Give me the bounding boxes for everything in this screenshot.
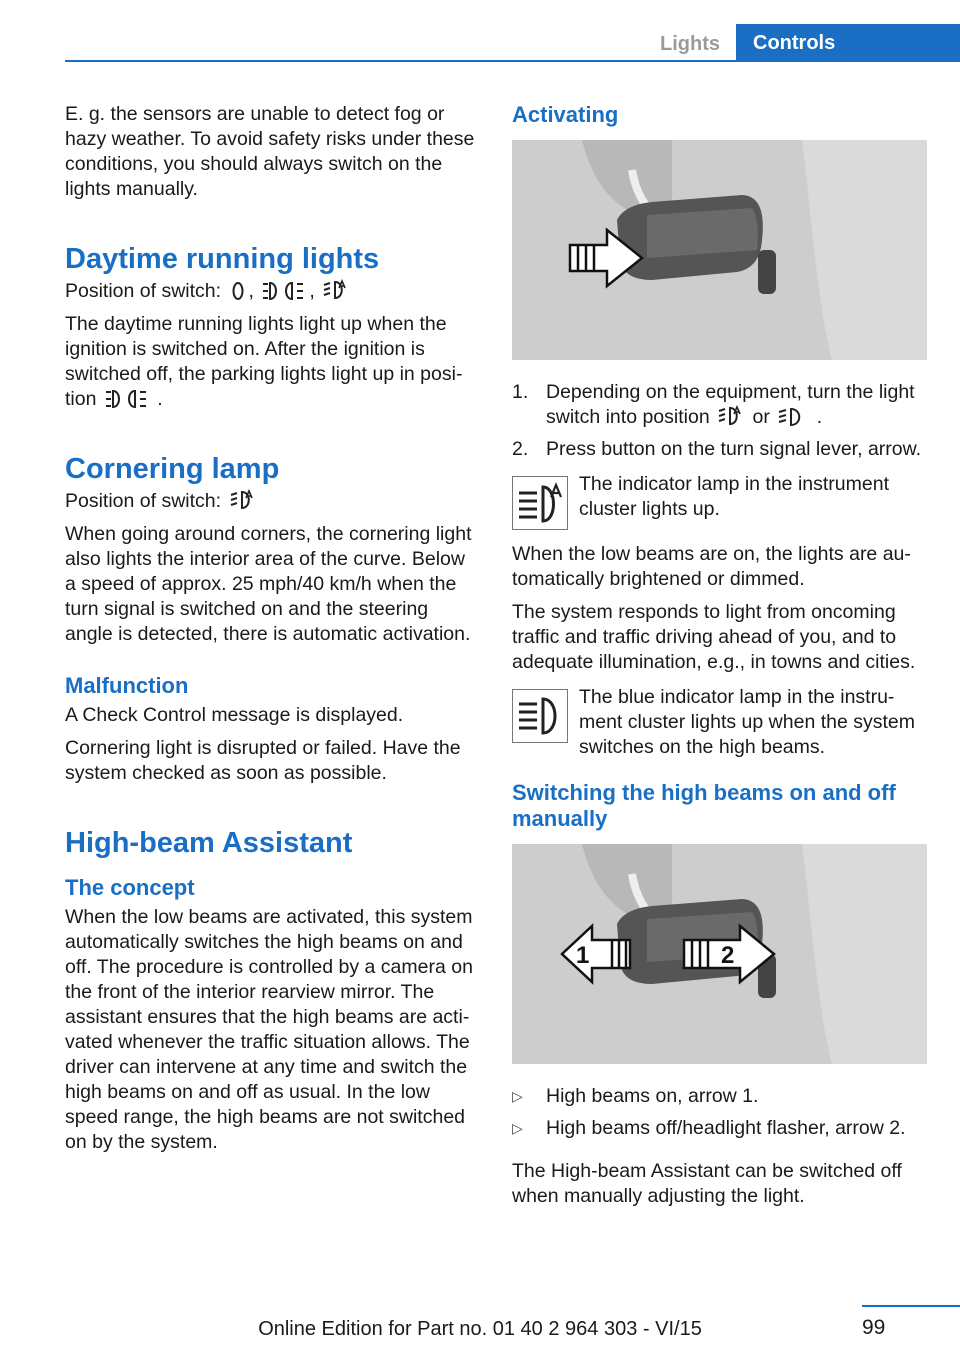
bullet-marker: ▷ bbox=[512, 1120, 523, 1136]
system-responds-paragraph: The system responds to light from oncoming traffic and traffic driving ahead of you, and to adequate illumination, e.g., in towns and cities. bbox=[512, 601, 916, 673]
footer-edition: Online Edition for Part no. 01 40 2 964 303 - VI/15 bbox=[258, 1318, 702, 1340]
step-number: 1. bbox=[512, 381, 529, 403]
cornering-heading: Cornering lamp bbox=[65, 453, 280, 485]
low-beams-paragraph: When the low beams are on, the lights are automatically brightened or dimmed. bbox=[512, 543, 911, 590]
switch-off-icon bbox=[230, 281, 246, 301]
concept-heading: The concept bbox=[65, 875, 195, 900]
concept-body: When the low beams are activated, this system automatically switches the high beams on and off. The procedure is controlled by a camera on the front of the interior rearview mirror. The assistant ensures that the high beams are activated whenever the traffic situation allows. The driver can intervene at any time and switch the high beams on and off as usual. In the low speed range, the high beams are not switched on by the system. bbox=[65, 906, 473, 1153]
header-rule bbox=[65, 60, 960, 62]
auto-headlight-icon bbox=[323, 279, 349, 301]
manual-heading: Switching the high beams on and off manually bbox=[512, 780, 896, 831]
indicator-note-1-text: The indicator lamp in the instrument cluster lights up. bbox=[579, 473, 889, 520]
drl-switch-position: Position of switch: , , bbox=[65, 279, 480, 304]
footer-rule bbox=[862, 1305, 960, 1307]
hba-heading: High-beam Assistant bbox=[65, 827, 353, 859]
cornering-switch-position bbox=[65, 489, 480, 514]
bullet-marker: ▷ bbox=[512, 1088, 523, 1104]
malfunction-paragraph-2: Cornering light is disrupted or failed. Have the system checked as soon as possible. bbox=[65, 737, 461, 784]
auto-headlight-icon bbox=[230, 489, 256, 511]
page-number: 99 bbox=[862, 1316, 886, 1339]
drl-heading: Daytime running lights bbox=[65, 243, 380, 275]
drl-body: The daytime running lights light up when the ignition is switched on. After the ignition is switched off, the parking lights light up in position . bbox=[65, 313, 463, 410]
auto-headlight-icon bbox=[718, 405, 744, 427]
bullet-item-2: ▷ High beams off/headlight flasher, arrow 2. bbox=[512, 1117, 906, 1139]
cornering-body: When going around corners, the cornering light also lights the interior area of the curve. Below a speed of approx. 25 mph/40 km/h when the turn signal is switched on and the steering angle is detected, there is automatic activation. bbox=[65, 523, 472, 645]
turn-signal-lever-figure bbox=[512, 140, 927, 360]
high-beam-indicator-icon bbox=[512, 689, 568, 743]
step-number: 2. bbox=[512, 438, 529, 460]
malfunction-heading: Malfunction bbox=[65, 673, 189, 698]
intro-paragraph: E. g. the sensors are unable to detect fog or hazy weather. To avoid safety risks under these conditions, you should always switch on the lights manually. bbox=[65, 103, 475, 200]
indicator-note-1 bbox=[512, 472, 927, 528]
header-chapter: Controls bbox=[736, 24, 960, 62]
drl-switch-label: Position of switch: bbox=[65, 280, 222, 302]
malfunction-paragraph-1: A Check Control message is displayed. bbox=[65, 704, 404, 726]
cornering-switch-label: Position of switch: bbox=[65, 490, 222, 512]
arrow-label-2: 2 bbox=[721, 942, 735, 969]
parking-lights-icon bbox=[105, 389, 149, 409]
arrow-label-1: 1 bbox=[576, 942, 590, 969]
indicator-note-2-text: The blue indicator lamp in the instrument cluster lights up when the system switches on the high beams. bbox=[579, 686, 915, 758]
step-item-2: 2. Press button on the turn signal lever, arrow. bbox=[512, 438, 922, 460]
low-beam-icon bbox=[778, 407, 808, 427]
bullet-item-1: ▷ High beams on, arrow 1. bbox=[512, 1085, 759, 1107]
header-section: Lights bbox=[660, 33, 720, 55]
activating-heading: Activating bbox=[512, 102, 619, 127]
left-column bbox=[65, 102, 480, 1163]
right-column bbox=[512, 102, 927, 1217]
indicator-note-2 bbox=[512, 685, 927, 760]
high-beam-lever-figure bbox=[512, 844, 927, 1064]
parking-lights-icon bbox=[262, 281, 306, 301]
step-item-1: 1. Depending on the equipment, turn the light switch into position or . bbox=[512, 381, 915, 428]
closing-paragraph: The High-beam Assistant can be switched off when manually adjusting the light. bbox=[512, 1160, 902, 1207]
low-beam-auto-indicator-icon bbox=[512, 476, 568, 530]
